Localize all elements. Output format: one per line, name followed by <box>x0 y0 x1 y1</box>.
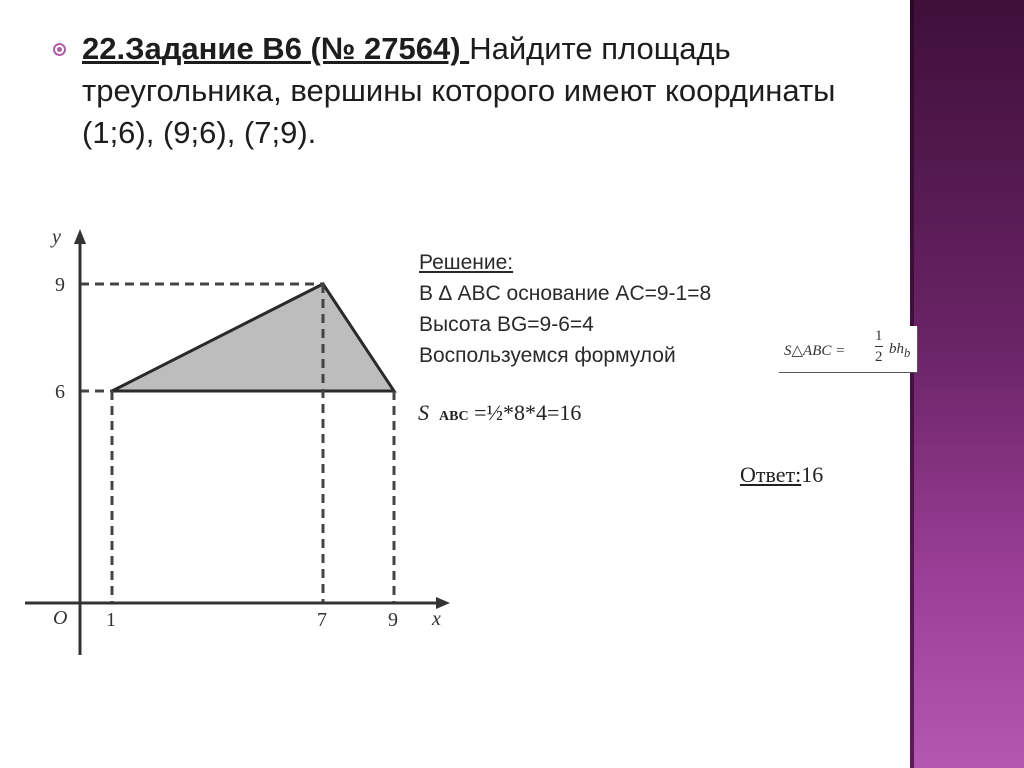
formula-rhs: $bh_b$ <box>889 341 911 360</box>
y-tick-9: 9 <box>55 274 65 296</box>
formula-numerator: 1 <box>875 328 883 344</box>
answer-label: Ответ: <box>740 462 802 487</box>
y-tick-6: 6 <box>55 381 65 403</box>
x-tick-1: 1 <box>106 609 116 631</box>
solution-line-base: В ∆ ABC основание AC=9-1=8 <box>419 282 712 305</box>
formula-denominator: 2 <box>875 349 883 365</box>
task-text: Найдите площадь треугольника, вершины которого имеют координаты (1;6), (9;6), (7;9). <box>82 31 836 150</box>
solution-line-height: Высота BG=9-6=4 <box>419 313 594 336</box>
triangle-fill <box>112 284 394 391</box>
solution-line-formula: Воспользуемся формулой <box>419 344 676 367</box>
task-number: 22.Задание B6 (№ 27564) <box>82 31 470 66</box>
formula-fraction <box>875 327 883 366</box>
decorative-sidebar <box>910 0 1024 768</box>
area-formula-image <box>779 326 918 373</box>
answer-value: 16 <box>801 462 824 487</box>
area-calculation <box>418 400 581 426</box>
calc-subscript: ABC <box>439 409 469 424</box>
answer <box>740 462 823 488</box>
x-tick-7: 7 <box>317 609 327 631</box>
y-axis-arrow <box>74 229 86 244</box>
x-axis-label: x <box>432 608 441 630</box>
calc-s: S <box>418 400 429 425</box>
formula-subscript: b <box>904 346 911 360</box>
calc-expression: =½*8*4=16 <box>468 400 582 425</box>
x-tick-9: 9 <box>388 609 398 631</box>
y-axis-label: y <box>52 226 61 248</box>
origin-label: O <box>53 607 68 629</box>
formula-lhs: S△ABC = <box>784 343 846 359</box>
solution-title: Решение: <box>419 251 514 274</box>
coordinate-graph <box>0 0 470 680</box>
